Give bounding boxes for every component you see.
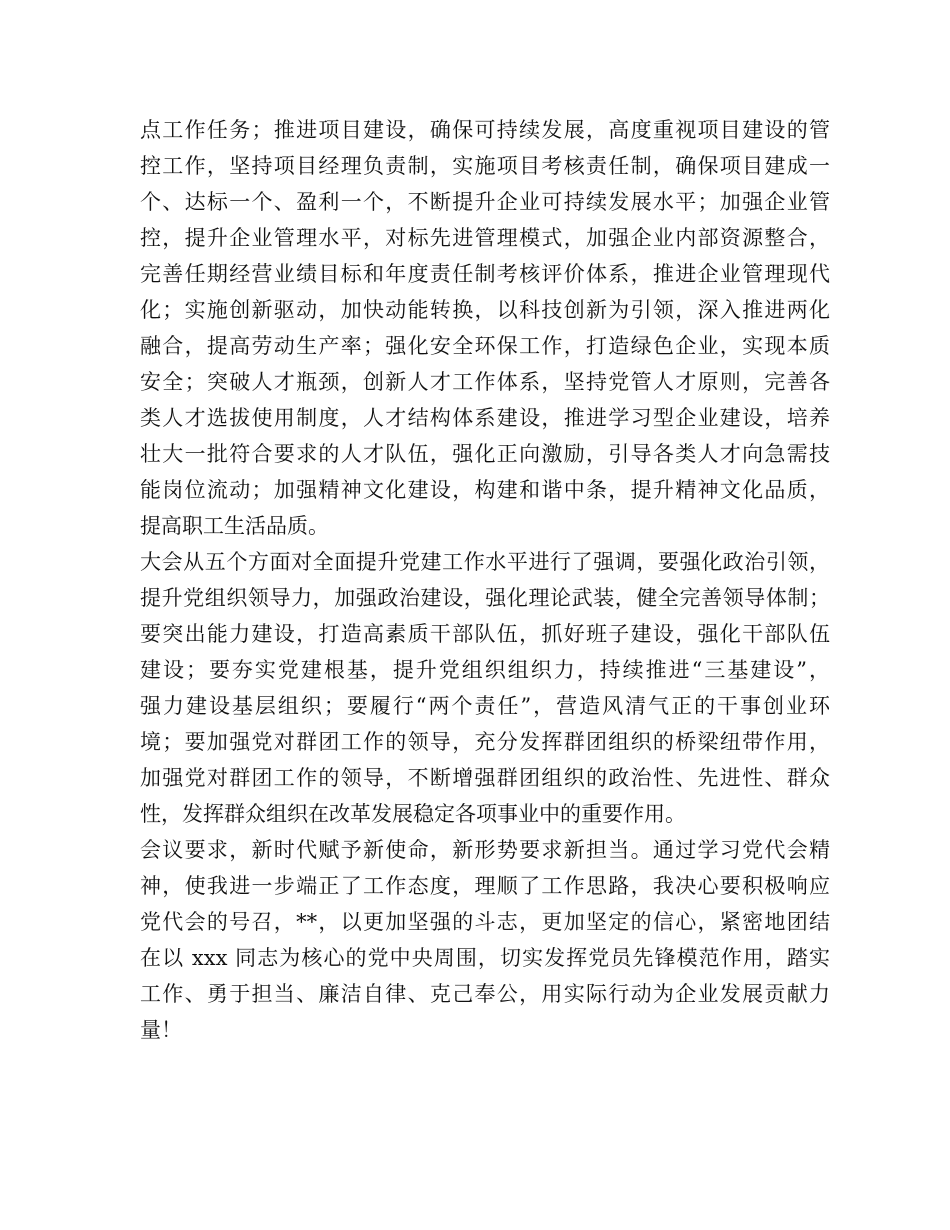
text-line: 类人才选拔使用制度，人才结构体系建设，推进学习型企业建设，培养 [140,406,830,430]
paragraph-1 [140,112,830,544]
text-line: 强力建设基层组织；要履行“两个责任”，营造风清气正的干事创业环 [140,694,830,718]
text-line: 提升党组织领导力，加强政治建设，强化理论武装，健全完善领导体制； [140,586,830,610]
text-line: 加强党对群团工作的领导，不断增强群团组织的政治性、先进性、群众 [140,766,830,790]
text-line: 个、达标一个、盈利一个，不断提升企业可持续发展水平；加强企业管 [140,190,830,214]
text-line: 党代会的号召，**，以更加坚强的斗志，更加坚定的信心，紧密地团结 [140,910,830,934]
text-line: 神，使我进一步端正了工作态度，理顺了工作思路，我决心要积极响应 [140,874,830,898]
text-line: 会议要求，新时代赋予新使命，新形势要求新担当。通过学习党代会精 [140,838,830,862]
text-line: 融合，提高劳动生产率；强化安全环保工作，打造绿色企业，实现本质 [140,334,830,358]
text-line: 点工作任务；推进项目建设，确保可持续发展，高度重视项目建设的管 [140,118,830,142]
text-line: 量！ [140,1018,182,1042]
text-line: 在以 xxx 同志为核心的党中央周围，切实发挥党员先锋模范作用，踏实 [140,946,830,970]
text-line: 工作、勇于担当、廉洁自律、克己奉公，用实际行动为企业发展贡献力 [140,982,830,1006]
text-line: 完善任期经营业绩目标和年度责任制考核评价体系，推进企业管理现代 [140,262,830,286]
text-line: 要突出能力建设，打造高素质干部队伍，抓好班子建设，强化干部队伍 [140,622,830,646]
paragraph-2 [140,544,830,832]
text-line: 控工作，坚持项目经理负责制，实施项目考核责任制，确保项目建成一 [140,154,830,178]
text-line: 提高职工生活品质。 [140,514,329,538]
paragraph-3 [140,832,830,1048]
text-line: 建设；要夯实党建根基，提升党组织组织力，持续推进“三基建设”， [140,658,830,682]
text-line: 性，发挥群众组织在改革发展稳定各项事业中的重要作用。 [140,802,686,826]
text-line: 境；要加强党对群团工作的领导，充分发挥群团组织的桥梁纽带作用， [140,730,830,754]
text-line: 安全；突破人才瓶颈，创新人才工作体系，坚持党管人才原则，完善各 [140,370,830,394]
text-line: 化；实施创新驱动，加快动能转换，以科技创新为引领，深入推进两化 [140,298,830,322]
text-line: 控，提升企业管理水平，对标先进管理模式，加强企业内部资源整合， [140,226,830,250]
text-line: 大会从五个方面对全面提升党建工作水平进行了强调，要强化政治引领， [140,550,830,574]
document-body [140,112,830,1048]
text-line: 能岗位流动；加强精神文化建设，构建和谐中条，提升精神文化品质， [140,478,830,502]
text-line: 壮大一批符合要求的人才队伍，强化正向激励，引导各类人才向急需技 [140,442,830,466]
